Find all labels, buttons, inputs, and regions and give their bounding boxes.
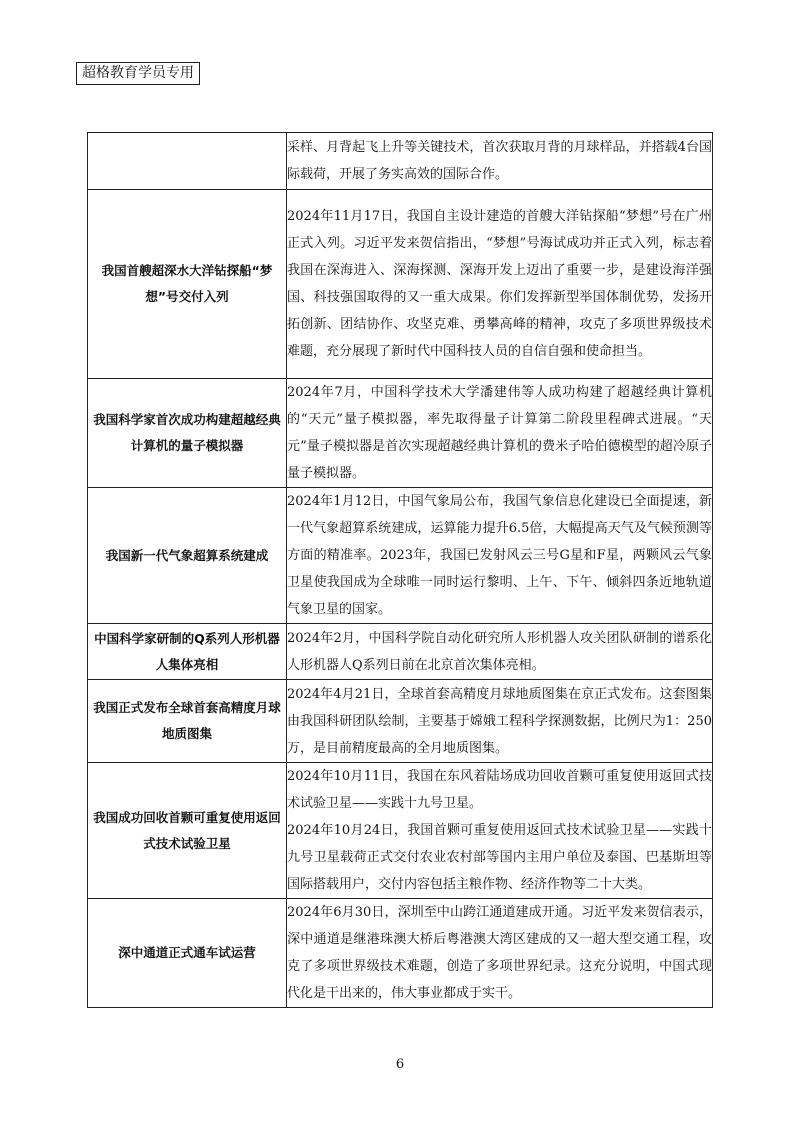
table-row (88, 680, 713, 763)
table-row (88, 624, 713, 680)
row-body (287, 488, 713, 624)
table-row (88, 763, 713, 899)
row-title: 我国首艘超深水大洋钻探船“梦想”号交付入列 (88, 190, 287, 379)
row-paragraph: 2024年10月24日，我国首颗可重复使用返回式技术试验卫星——实践十九号卫星载荷正式交付农业农村部等国内主用户单位及泰国、巴基斯坦等国际搭载用户，交付内容包括主粮作物、经济作物等二十大类。 (287, 823, 712, 892)
row-body (287, 133, 713, 190)
row-title: 我国新一代气象超算系统建成 (88, 488, 287, 624)
row-paragraph: 采样、月背起飞上升等关键技术，首次获取月背的月球样品，并搭载4台国际载荷，开展了务实高效的国际合作。 (287, 140, 712, 182)
page-number: 6 (395, 1057, 405, 1072)
row-paragraph: 2024年7月，中国科学技术大学潘建伟等人成功构建了超越经典计算机的“天元”量子模拟器，率先取得量子计算第二阶段里程碑式进展。“天元”量子模拟器是首次实现超越经典计算机的费米子哈伯德模型的超冷原子量子模拟器。 (287, 385, 712, 481)
header-tag: 超格教育学员专用 (76, 62, 200, 85)
table-row (88, 379, 713, 488)
row-body (287, 379, 713, 488)
row-title: 我国正式发布全球首套高精度月球地质图集 (88, 680, 287, 763)
row-title: 我国科学家首次成功构建超越经典计算机的量子模拟器 (88, 379, 287, 488)
table-row (88, 133, 713, 190)
row-paragraph: 2024年6月30日，深圳至中山跨江通道建成开通。习近平发来贺信表示，深中通道是继港珠澳大桥后粤港澳大湾区建成的又一超大型交通工程，攻克了多项世界级技术难题，创造了多项世界纪录。这充分说明，中国式现代化是干出来的，伟大事业都成于实干。 (287, 905, 712, 1001)
row-title (88, 133, 287, 190)
row-body (287, 763, 713, 899)
table-row (88, 488, 713, 624)
row-paragraph: 2024年4月21日，全球首套高精度月球地质图集在京正式发布。这套图集由我国科研团队绘制，主要基于嫦娥工程科学探测数据，比例尺为1：250万，是目前精度最高的全月地质图集。 (287, 686, 712, 756)
table-row (88, 899, 713, 1008)
row-body (287, 899, 713, 1008)
row-title: 中国科学家研制的Q系列人形机器人集体亮相 (88, 624, 287, 680)
row-title: 我国成功回收首颗可重复使用返回式技术试验卫星 (88, 763, 287, 899)
row-body (287, 680, 713, 763)
table-row (88, 190, 713, 379)
news-table (87, 132, 713, 1008)
row-paragraph: 2024年2月，中国科学院自动化研究所人形机器人攻关团队研制的谱系化人形机器人Q系列日前在北京首次集体亮相。 (287, 630, 712, 673)
row-paragraph: 2024年10月11日，我国在东风着陆场成功回收首颗可重复使用返回式技术试验卫星——实践十九号卫星。 (287, 769, 712, 811)
row-paragraph: 2024年11月17日，我国自主设计建造的首艘大洋钻探船“梦想”号在广州正式入列。习近平发来贺信指出，“梦想”号海试成功并正式入列，标志着我国在深海进入、深海探测、深海开发上迈出了重要一步，是建设海洋强国、科技强国取得的又一重大成果。你们发挥新型举国体制优势，发扬开拓创新、团结协作、攻坚克难、勇攀高峰的精神，攻克了多项世界级技术难题，充分展现了新时代中国科技人员的自信自强和使命担当。 (287, 209, 712, 359)
row-body (287, 190, 713, 379)
row-title: 深中通道正式通车试运营 (88, 899, 287, 1008)
row-body (287, 624, 713, 680)
row-paragraph: 2024年1月12日，中国气象局公布，我国气象信息化建设已全面提速，新一代气象超算系统建成，运算能力提升6.5倍，大幅提高天气及气候预测等方面的精准率。2023年，我国已发射风云三号G星和F星，两颗风云气象卫星使我国成为全球唯一同时运行黎明、上午、下午、倾斜四条近地轨道气象卫星的国家。 (287, 494, 712, 617)
